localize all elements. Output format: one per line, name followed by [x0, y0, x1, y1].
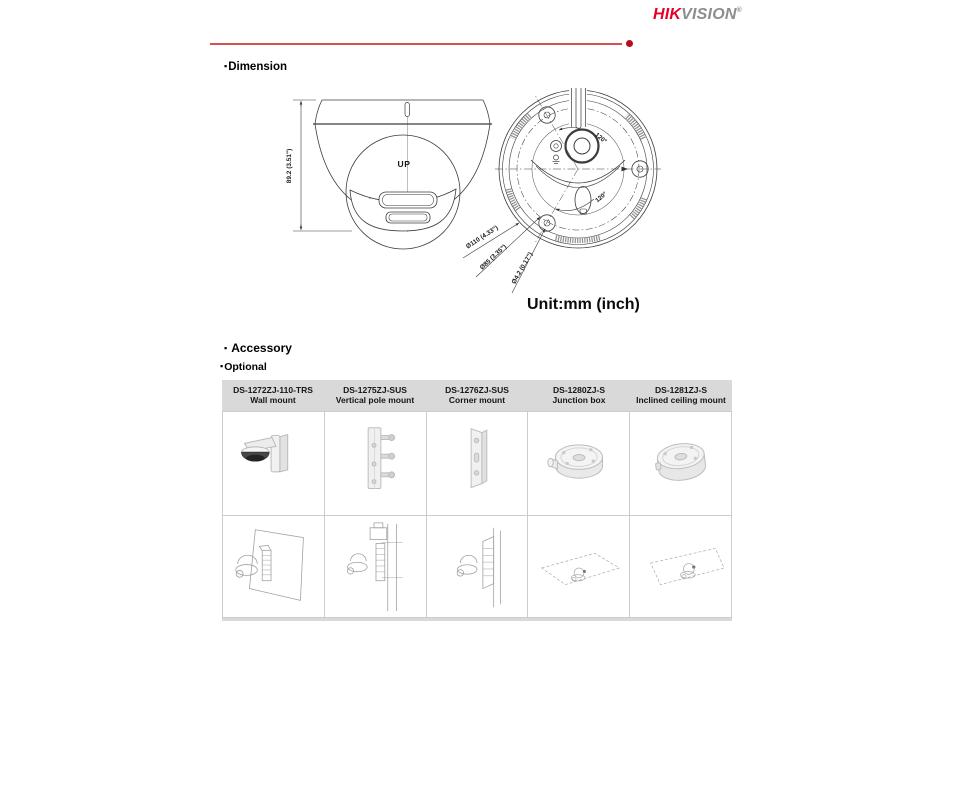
section-divider-line: [210, 43, 622, 45]
logo-vision-text: VISION: [681, 6, 737, 23]
screw-hole: [539, 107, 555, 123]
vertical-pole-mount-photo: [325, 416, 425, 512]
unit-note: Unit:mm (inch): [527, 296, 640, 313]
table-bottom-band: [222, 618, 732, 621]
height-dimension: [286, 100, 352, 231]
corner-mount-install-sketch: [427, 518, 527, 616]
rim-hatch-segments: [509, 115, 644, 240]
hikvision-logo: [653, 6, 742, 24]
angle-label-top: 120°: [593, 131, 608, 146]
dia-screw-label: Ø4.2 (0.17"): [510, 251, 535, 286]
corner-mount-photo-cell: [427, 411, 529, 516]
vertical-pole-mount-photo-cell: [325, 411, 427, 516]
accessory-table-header: [222, 380, 732, 411]
wall-mount-install-sketch: [223, 518, 323, 616]
inclined-ceiling-mount-install-cell: [630, 516, 732, 618]
camera-side-view: [286, 100, 492, 249]
dia-outer-label: Ø110 (4.33"): [464, 224, 500, 251]
wall-mount-install-cell: [223, 516, 325, 618]
accessory-photo-row: [222, 411, 732, 516]
section-divider-dot: [626, 40, 633, 47]
adjust-oval: [575, 187, 591, 215]
inclined-ceiling-mount-install-sketch: [631, 518, 731, 616]
lens-opening: [566, 130, 599, 163]
accessory-table: [222, 380, 732, 621]
height-label: 89.2 (3.51"): [286, 148, 293, 184]
mic-icon: [553, 155, 560, 164]
camera-bottom-view: [495, 86, 661, 248]
accessory-install-row: [222, 516, 732, 618]
vertical-pole-mount-install-cell: [325, 516, 427, 618]
bullet-icon: ▪: [224, 61, 228, 71]
wall-mount-photo: [223, 416, 323, 512]
optional-subsection-title: ▪Optional: [220, 361, 267, 373]
accessory-header-junction-box: DS-1280ZJ-S Junction box: [552, 384, 606, 405]
vertical-pole-mount-install-sketch: [325, 518, 425, 616]
accessory-section-title: ▪ Accessory: [224, 341, 292, 355]
dimension-section-title: ▪Dimension: [224, 61, 287, 73]
angle-label-bottom: 120°: [594, 190, 609, 205]
accessory-header-wall-mount: DS-1272ZJ-110-TRS Wall mount: [233, 384, 313, 405]
registered-mark: ®: [736, 7, 742, 14]
corner-mount-photo: [427, 416, 527, 512]
accessory-header-inclined-ceiling-mount: DS-1281ZJ-S Inclined ceiling mount: [636, 384, 726, 405]
accessory-header-vertical-pole-mount: DS-1275ZJ-SUS Vertical pole mount: [335, 384, 415, 405]
junction-box-install-sketch: [529, 518, 629, 616]
up-label: UP: [397, 159, 411, 169]
accessory-header-corner-mount: DS-1276ZJ-SUS Corner mount: [445, 384, 509, 405]
screw-hole: [539, 215, 555, 231]
bullet-icon: ▪: [220, 361, 224, 371]
logo-hik-text: HIK: [653, 6, 682, 23]
dimension-drawing: [270, 82, 680, 300]
dia-mid-label: Ø85 (3.35"): [478, 243, 509, 272]
inclined-ceiling-mount-photo: [631, 416, 731, 512]
junction-box-install-cell: [528, 516, 630, 618]
bullet-icon: ▪: [224, 343, 228, 353]
reset-ring: [551, 141, 562, 152]
diameter-callouts: [463, 217, 545, 293]
junction-box-photo: [529, 416, 629, 512]
inclined-ceiling-mount-photo-cell: [630, 411, 732, 516]
wall-mount-photo-cell: [223, 411, 325, 516]
corner-mount-install-cell: [427, 516, 529, 618]
junction-box-photo-cell: [528, 411, 630, 516]
